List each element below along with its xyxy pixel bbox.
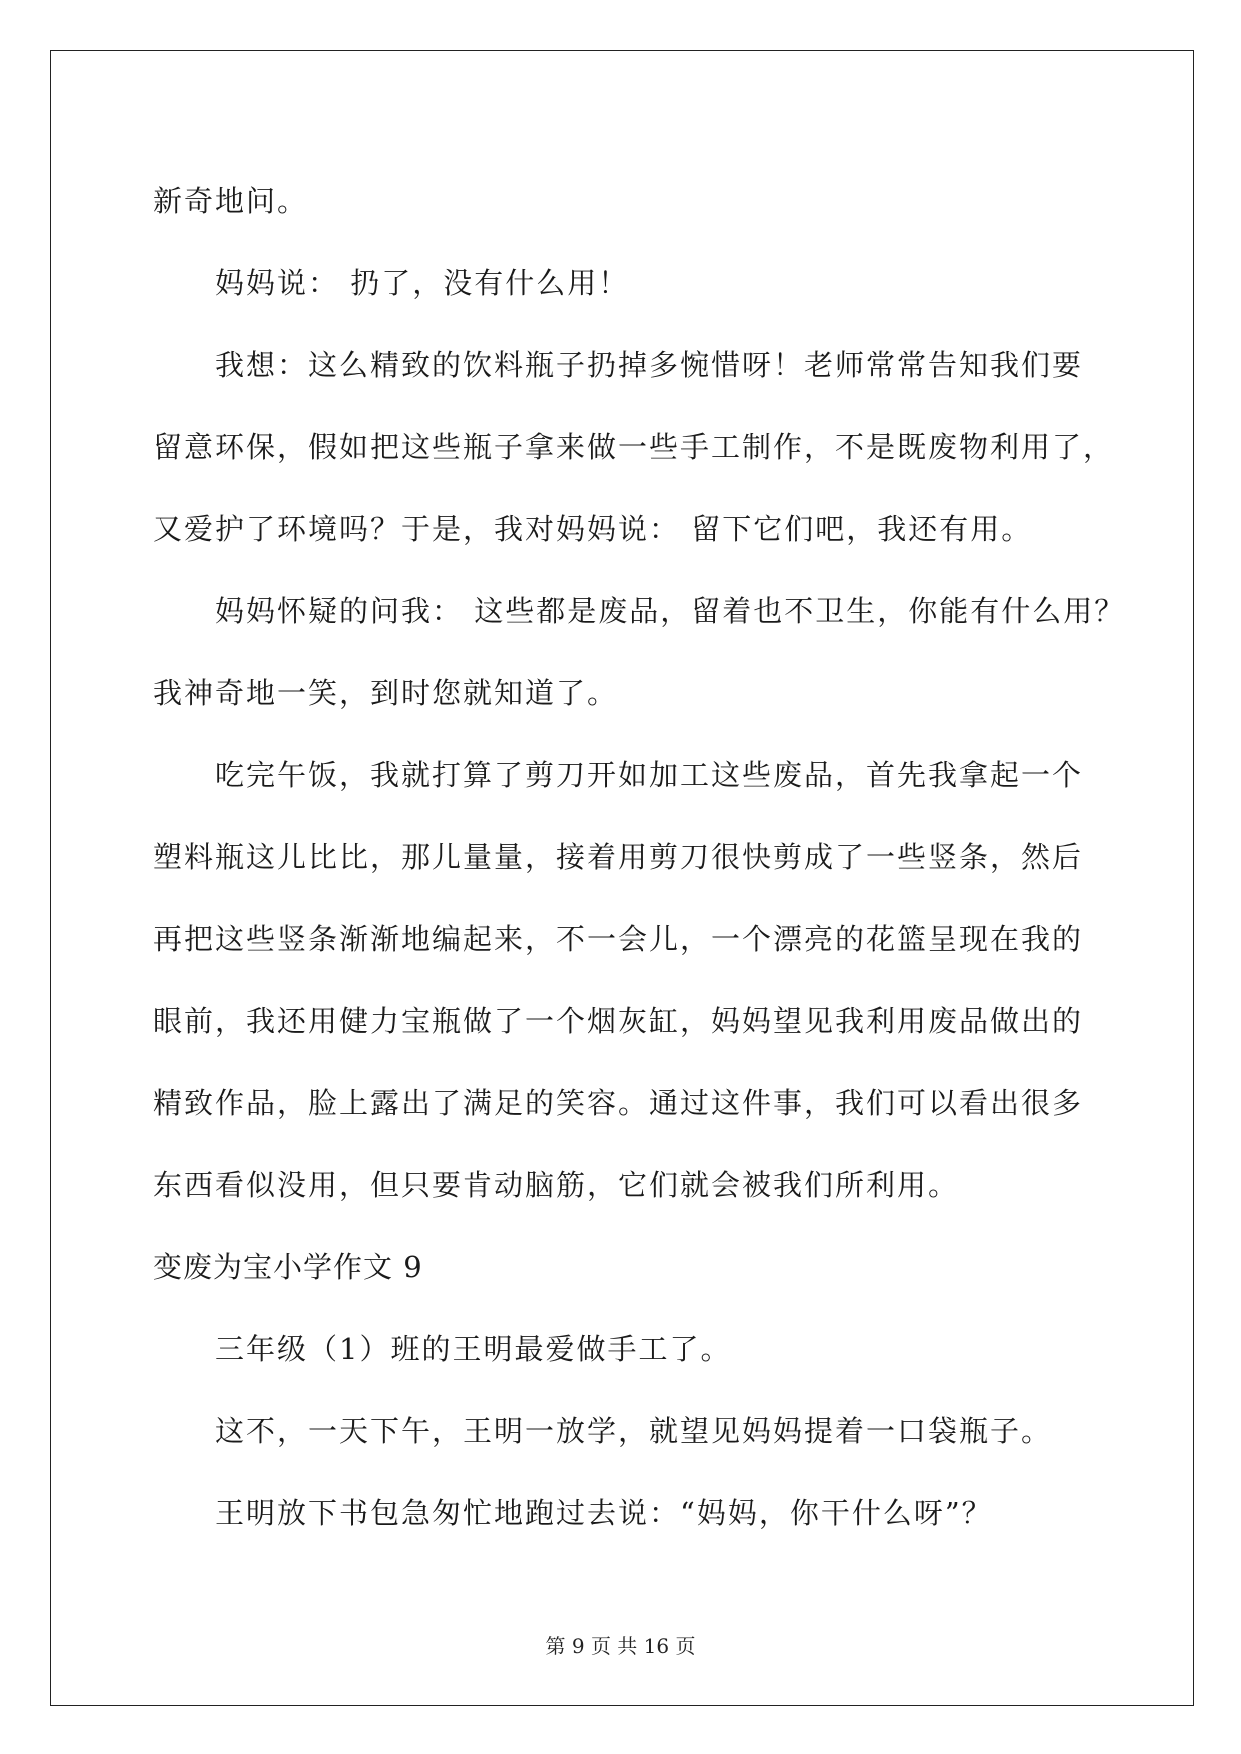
text-line: 妈妈怀疑的问我： 这些都是废品，留着也不卫生，你能有什么用？ (215, 594, 1126, 628)
text-line: 再把这些竖条渐渐地编起来，不一会儿，一个漂亮的花篮呈现在我的 (153, 922, 1084, 956)
text-line: 精致作品，脸上露出了满足的笑容。通过这件事，我们可以看出很多 (153, 1086, 1084, 1120)
text-line: 妈妈说： 扔了，没有什么用！ (215, 266, 630, 300)
text-line: 又爱护了环境吗？于是，我对妈妈说： 留下它们吧，我还有用。 (153, 512, 1033, 546)
text-line: 新奇地问。 (153, 184, 309, 218)
page-footer: 第 9 页 共 16 页 (545, 1634, 696, 1658)
text-line: 塑料瓶这儿比比，那儿量量，接着用剪刀很快剪成了一些竖条，然后 (153, 840, 1084, 874)
text-line: 眼前，我还用健力宝瓶做了一个烟灰缸，妈妈望见我利用废品做出的 (153, 1004, 1084, 1038)
text-line: 我神奇地一笑，到时您就知道了。 (153, 676, 619, 710)
text-line: 留意环保，假如把这些瓶子拿来做一些手工制作，不是既废物利用了， (153, 430, 1115, 464)
text-line: 这不，一天下午，王明一放学，就望见妈妈提着一口袋瓶子。 (215, 1414, 1053, 1448)
text-line: 东西看似没用，但只要肯动脑筋，它们就会被我们所利用。 (153, 1168, 960, 1202)
text-line: 吃完午饭，我就打算了剪刀开如加工这些废品，首先我拿起一个 (215, 758, 1084, 792)
text-line: 王明放下书包急匆忙地跑过去说：“妈妈，你干什么呀”？ (215, 1496, 993, 1530)
document-body (153, 160, 1126, 1554)
text-line: 三年级（1）班的王明最爱做手工了。 (215, 1332, 732, 1366)
section-heading: 变废为宝小学作文 9 (153, 1250, 423, 1284)
text-line: 我想：这么精致的饮料瓶子扔掉多惋惜呀！老师常常告知我们要 (215, 348, 1084, 382)
